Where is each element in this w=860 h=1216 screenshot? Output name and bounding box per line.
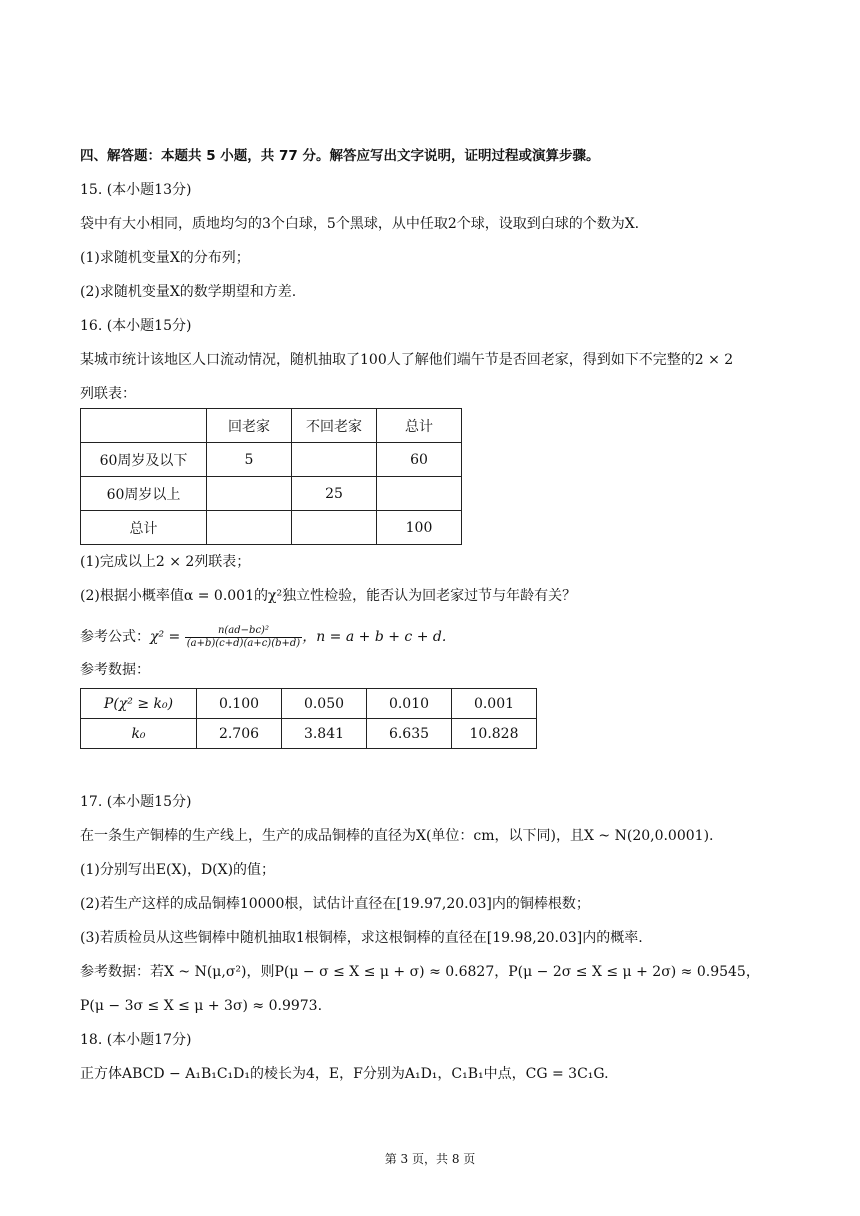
- q17-stem: 在一条生产铜棒的生产线上，生产的成品铜棒的直径为X(单位：cm，以下同)，且X ~ N(20,0.0001).: [80, 828, 714, 844]
- q17-part1: (1)分别写出E(X)，D(X)的值；: [80, 862, 276, 878]
- table-header-row: [81, 409, 462, 443]
- table-cell: 总计: [377, 409, 462, 443]
- table-cell: 2.706: [197, 719, 282, 749]
- table-cell: k₀: [81, 719, 197, 749]
- formula-numerator: n(ad−bc)²: [185, 625, 302, 638]
- q18-title: 18. (本小题17分): [80, 1032, 192, 1048]
- q15-title: 15. (本小题13分): [80, 182, 192, 198]
- formula-fraction: [185, 625, 302, 650]
- q16-stem-line1: 某城市统计该地区人口流动情况，随机抽取了100人了解他们端午节是否回老家，得到如下不完整的2 × 2: [80, 352, 734, 368]
- q16-part2: (2)根据小概率值α = 0.001的χ²独立性检验，能否认为回老家过节与年龄有关？: [80, 588, 577, 604]
- table-cell: [207, 477, 292, 511]
- section-header: 四、解答题：本题共 5 小题，共 77 分。解答应写出文字说明，证明过程或演算步骤。: [80, 148, 600, 164]
- table-cell: 不回老家: [292, 409, 377, 443]
- table-cell: 3.841: [282, 719, 367, 749]
- page-footer: 第 3 页，共 8 页: [384, 1152, 476, 1166]
- table-cell: P(χ² ≥ k₀): [81, 689, 197, 719]
- table-cell: [292, 511, 377, 545]
- formula-lhs: χ² =: [150, 629, 181, 645]
- table-cell: 5: [207, 443, 292, 477]
- table-row: [81, 511, 462, 545]
- table-cell: 6.635: [367, 719, 452, 749]
- q17-part2: (2)若生产这样的成品铜棒10000根，试估计直径在[19.97,20.03]内的铜棒根数；: [80, 896, 590, 912]
- table-row: [81, 443, 462, 477]
- table-cell: 回老家: [207, 409, 292, 443]
- q16-stem-line2: 列联表：: [80, 386, 136, 402]
- q17-part3: (3)若质检员从这些铜棒中随机抽取1根铜棒，求这根铜棒的直径在[19.98,20.03]内的概率.: [80, 930, 643, 946]
- q15-part1: (1)求随机变量X的分布列；: [80, 250, 250, 266]
- table-cell: [81, 409, 207, 443]
- table-cell: 总计: [81, 511, 207, 545]
- table-cell: 100: [377, 511, 462, 545]
- table-cell: [377, 477, 462, 511]
- table-cell: 60: [377, 443, 462, 477]
- table-cell: 60周岁及以下: [81, 443, 207, 477]
- q16-part1: (1)完成以上2 × 2列联表；: [80, 554, 251, 570]
- q17-ref-line1: 参考数据：若X ~ N(μ,σ²)，则P(μ − σ ≤ X ≤ μ + σ) ≈ 0.6827，P(μ − 2σ ≤ X ≤ μ + 2σ) ≈ 0.9545，: [80, 964, 760, 980]
- table-row: [81, 477, 462, 511]
- table-cell: 0.100: [197, 689, 282, 719]
- q16-title: 16. (本小题15分): [80, 318, 192, 334]
- q15-stem: 袋中有大小相同，质地均匀的3个白球，5个黑球，从中任取2个球，设取到白球的个数为X.: [80, 216, 640, 232]
- contingency-table: [80, 408, 462, 545]
- q16-formula: [80, 624, 446, 650]
- table-cell: 10.828: [452, 719, 537, 749]
- table-row: [81, 689, 537, 719]
- formula-label: 参考公式：: [80, 629, 150, 645]
- table-cell: 0.050: [282, 689, 367, 719]
- q18-stem: 正方体ABCD − A₁B₁C₁D₁的棱长为4，E，F分别为A₁D₁，C₁B₁中点，CG = 3C₁G.: [80, 1066, 609, 1082]
- formula-tail: ，n = a + b + c + d.: [302, 629, 447, 645]
- table-row: [81, 719, 537, 749]
- q17-title: 17. (本小题15分): [80, 794, 192, 810]
- reference-table: [80, 688, 537, 749]
- table-cell: [292, 443, 377, 477]
- table-cell: [207, 511, 292, 545]
- formula-denominator: (a+b)(c+d)(a+c)(b+d): [186, 637, 301, 649]
- q16-data-label: 参考数据：: [80, 662, 150, 678]
- table-cell: 60周岁以上: [81, 477, 207, 511]
- q17-ref-line2: P(μ − 3σ ≤ X ≤ μ + 3σ) ≈ 0.9973.: [80, 998, 323, 1014]
- table-cell: 25: [292, 477, 377, 511]
- table-cell: 0.001: [452, 689, 537, 719]
- table-cell: 0.010: [367, 689, 452, 719]
- q15-part2: (2)求随机变量X的数学期望和方差.: [80, 284, 297, 300]
